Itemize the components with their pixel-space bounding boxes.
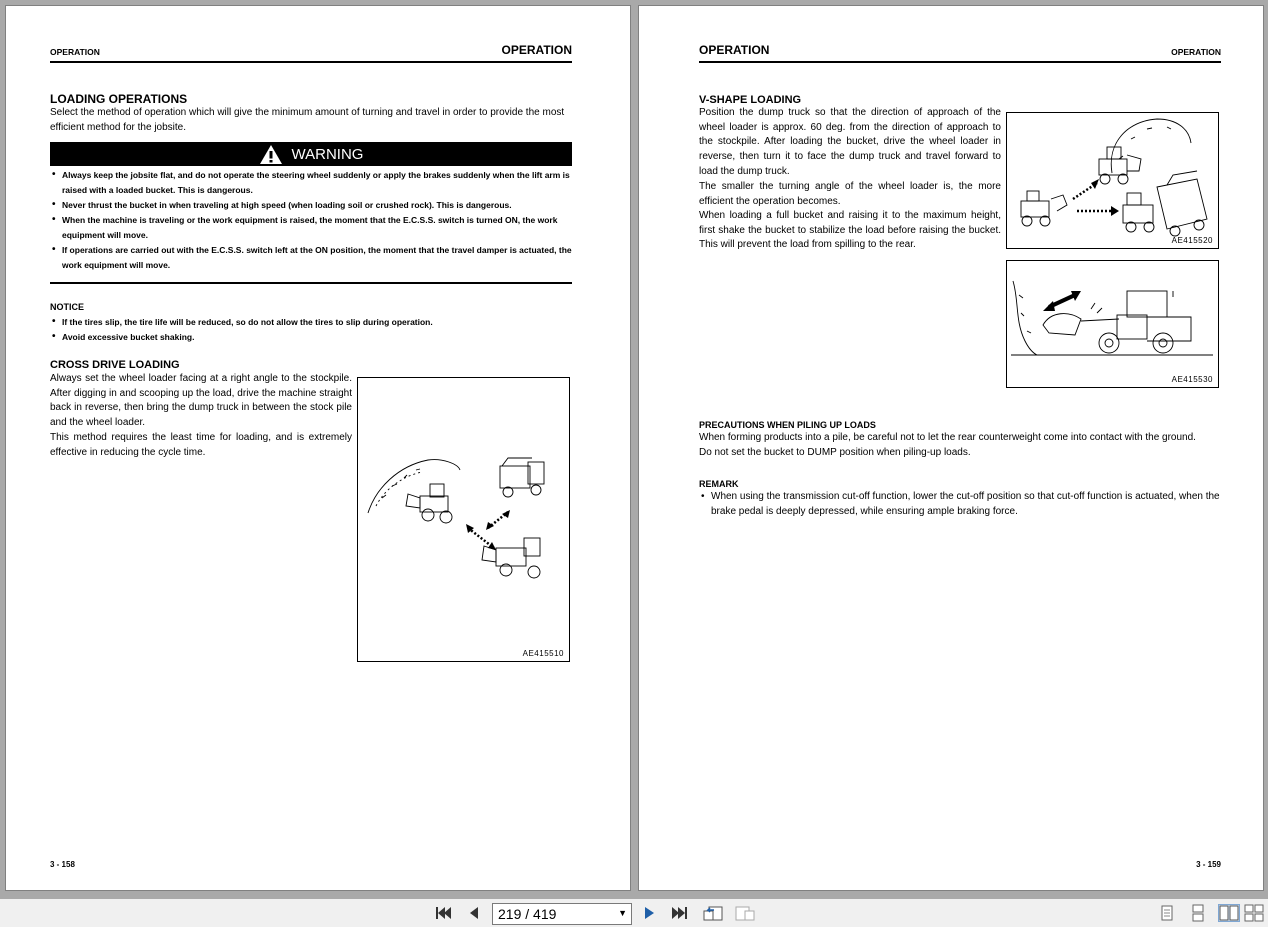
next-page-icon <box>641 905 657 921</box>
header-right: OPERATION <box>501 43 572 57</box>
continuous-facing-view-button[interactable] <box>1244 904 1264 922</box>
right-page <box>638 5 1264 891</box>
section-title: LOADING OPERATIONS <box>50 92 188 106</box>
list-item: • If the tires slip, the tire life will be reduced, so do not allow the tires to slip during operation. <box>50 315 574 330</box>
previous-view-icon <box>702 904 724 922</box>
notice-title: NOTICE <box>50 302 85 312</box>
v-shape-illustration <box>1007 113 1218 248</box>
cross-drive-text-2: This method requires the least time for loading, and is extremely effective in reducing the cycle time. <box>50 432 352 458</box>
page-header <box>50 44 572 63</box>
first-page-icon <box>433 905 453 921</box>
page-indicator: 219 / 419 <box>498 906 557 922</box>
piling-title: PRECAUTIONS WHEN PILING UP LOADS <box>699 420 876 430</box>
warning-label: WARNING <box>291 145 364 163</box>
continuous-view-button[interactable] <box>1187 904 1209 922</box>
navigation-toolbar <box>0 899 1268 927</box>
previous-view-button[interactable] <box>702 904 724 922</box>
left-page <box>5 5 631 891</box>
figure-code: AE415530 <box>1171 375 1213 384</box>
notice-list <box>50 315 574 345</box>
list-item: • If operations are carried out with the E.C.S.S. switch left at the ON position, the moment that the travel damper is actuated, the work equipment will move. <box>50 243 574 272</box>
bucket-shake-illustration <box>1007 261 1218 387</box>
remark-title: REMARK <box>699 479 739 489</box>
figure-code: AE415510 <box>522 649 564 658</box>
cross-drive-text-1: Always set the wheel loader facing at a right angle to the stockpile. After digging in and scooping up the load, drive the machine straight back in reverse, then bring the dump truck in between the stock pile and the wheel loader. <box>50 373 352 429</box>
last-page-icon <box>670 905 690 921</box>
single-page-view-button[interactable] <box>1156 904 1178 922</box>
list-item: • When using the transmission cut-off function, lower the cut-off position so that cut-off function is actuated, when the brake pedal is deeply depressed, while ensuring ample braking force. <box>699 490 1225 519</box>
list-item: • Always keep the jobsite flat, and do not operate the steering wheel suddenly or apply the brakes suddenly when the lift arm is raised with a loaded bucket. This is dangerous. <box>50 168 574 197</box>
cross-drive-illustration <box>358 378 569 661</box>
intro-text: Select the method of operation which will give the minimum amount of turning and travel in order to provide the most efficient method for the jobsite. <box>50 107 565 133</box>
figure-code: AE415520 <box>1171 236 1213 245</box>
first-page-button[interactable] <box>432 904 454 922</box>
next-view-icon <box>734 904 756 922</box>
piling-text-2: Do not set the bucket to DUMP position when piling-up loads. <box>699 447 971 458</box>
page-number: 3 - 158 <box>50 860 75 869</box>
list-item: • Avoid excessive bucket shaking. <box>50 330 574 345</box>
v-shape-text-1: Position the dump truck so that the direction of approach of the wheel loader is approx. 60 deg. from the direction of approach to the stockpile. After loading the bucket, drive the wheel loader in reverse, then turn it to face the dump truck and travel forward to load the dump truck. <box>699 107 1001 177</box>
header-left: OPERATION <box>50 47 100 57</box>
previous-page-button[interactable] <box>463 904 485 922</box>
page-number: 3 - 159 <box>1196 860 1221 869</box>
list-item: • Never thrust the bucket in when traveling at high speed (when loading soil or crushed rock). This is dangerous. <box>50 198 574 213</box>
facing-view-button[interactable] <box>1218 904 1240 922</box>
chevron-down-icon[interactable]: ▼ <box>618 908 627 918</box>
previous-page-icon <box>466 905 482 921</box>
warning-list <box>50 168 574 273</box>
remark-list <box>699 490 1225 520</box>
header-left: OPERATION <box>699 43 770 57</box>
facing-view-icon <box>1219 905 1239 921</box>
single-page-view-icon <box>1159 904 1175 922</box>
figure-cross-drive <box>357 377 570 662</box>
page-number-input[interactable] <box>492 903 632 925</box>
figure-bucket-shake <box>1006 260 1219 388</box>
continuous-view-icon <box>1190 904 1206 922</box>
figure-v-shape <box>1006 112 1219 249</box>
v-shape-text-2: The smaller the turning angle of the wheel loader is, the more efficient the operation becomes. <box>699 181 1001 207</box>
warning-banner <box>50 142 572 166</box>
warning-triangle-icon <box>259 144 283 165</box>
page-header <box>699 44 1221 63</box>
cross-drive-title: CROSS DRIVE LOADING <box>50 359 180 371</box>
next-view-button[interactable] <box>734 904 756 922</box>
header-right: OPERATION <box>1171 47 1221 57</box>
v-shape-text-3: When loading a full bucket and raising it to the maximum height, first shake the bucket to stabilize the load before raising the bucket. This will prevent the load from spilling to the rear. <box>699 210 1001 251</box>
v-shape-title: V-SHAPE LOADING <box>699 94 802 106</box>
continuous-facing-view-icon <box>1244 904 1264 922</box>
piling-text-1: When forming products into a pile, be careful not to let the rear counterweight come into contact with the ground. <box>699 432 1196 443</box>
warning-divider <box>50 282 572 284</box>
list-item: • When the machine is traveling or the work equipment is raised, the moment that the E.C.S.S. switch is turned ON, the work equipment will move. <box>50 213 574 242</box>
last-page-button[interactable] <box>669 904 691 922</box>
next-page-button[interactable] <box>638 904 660 922</box>
